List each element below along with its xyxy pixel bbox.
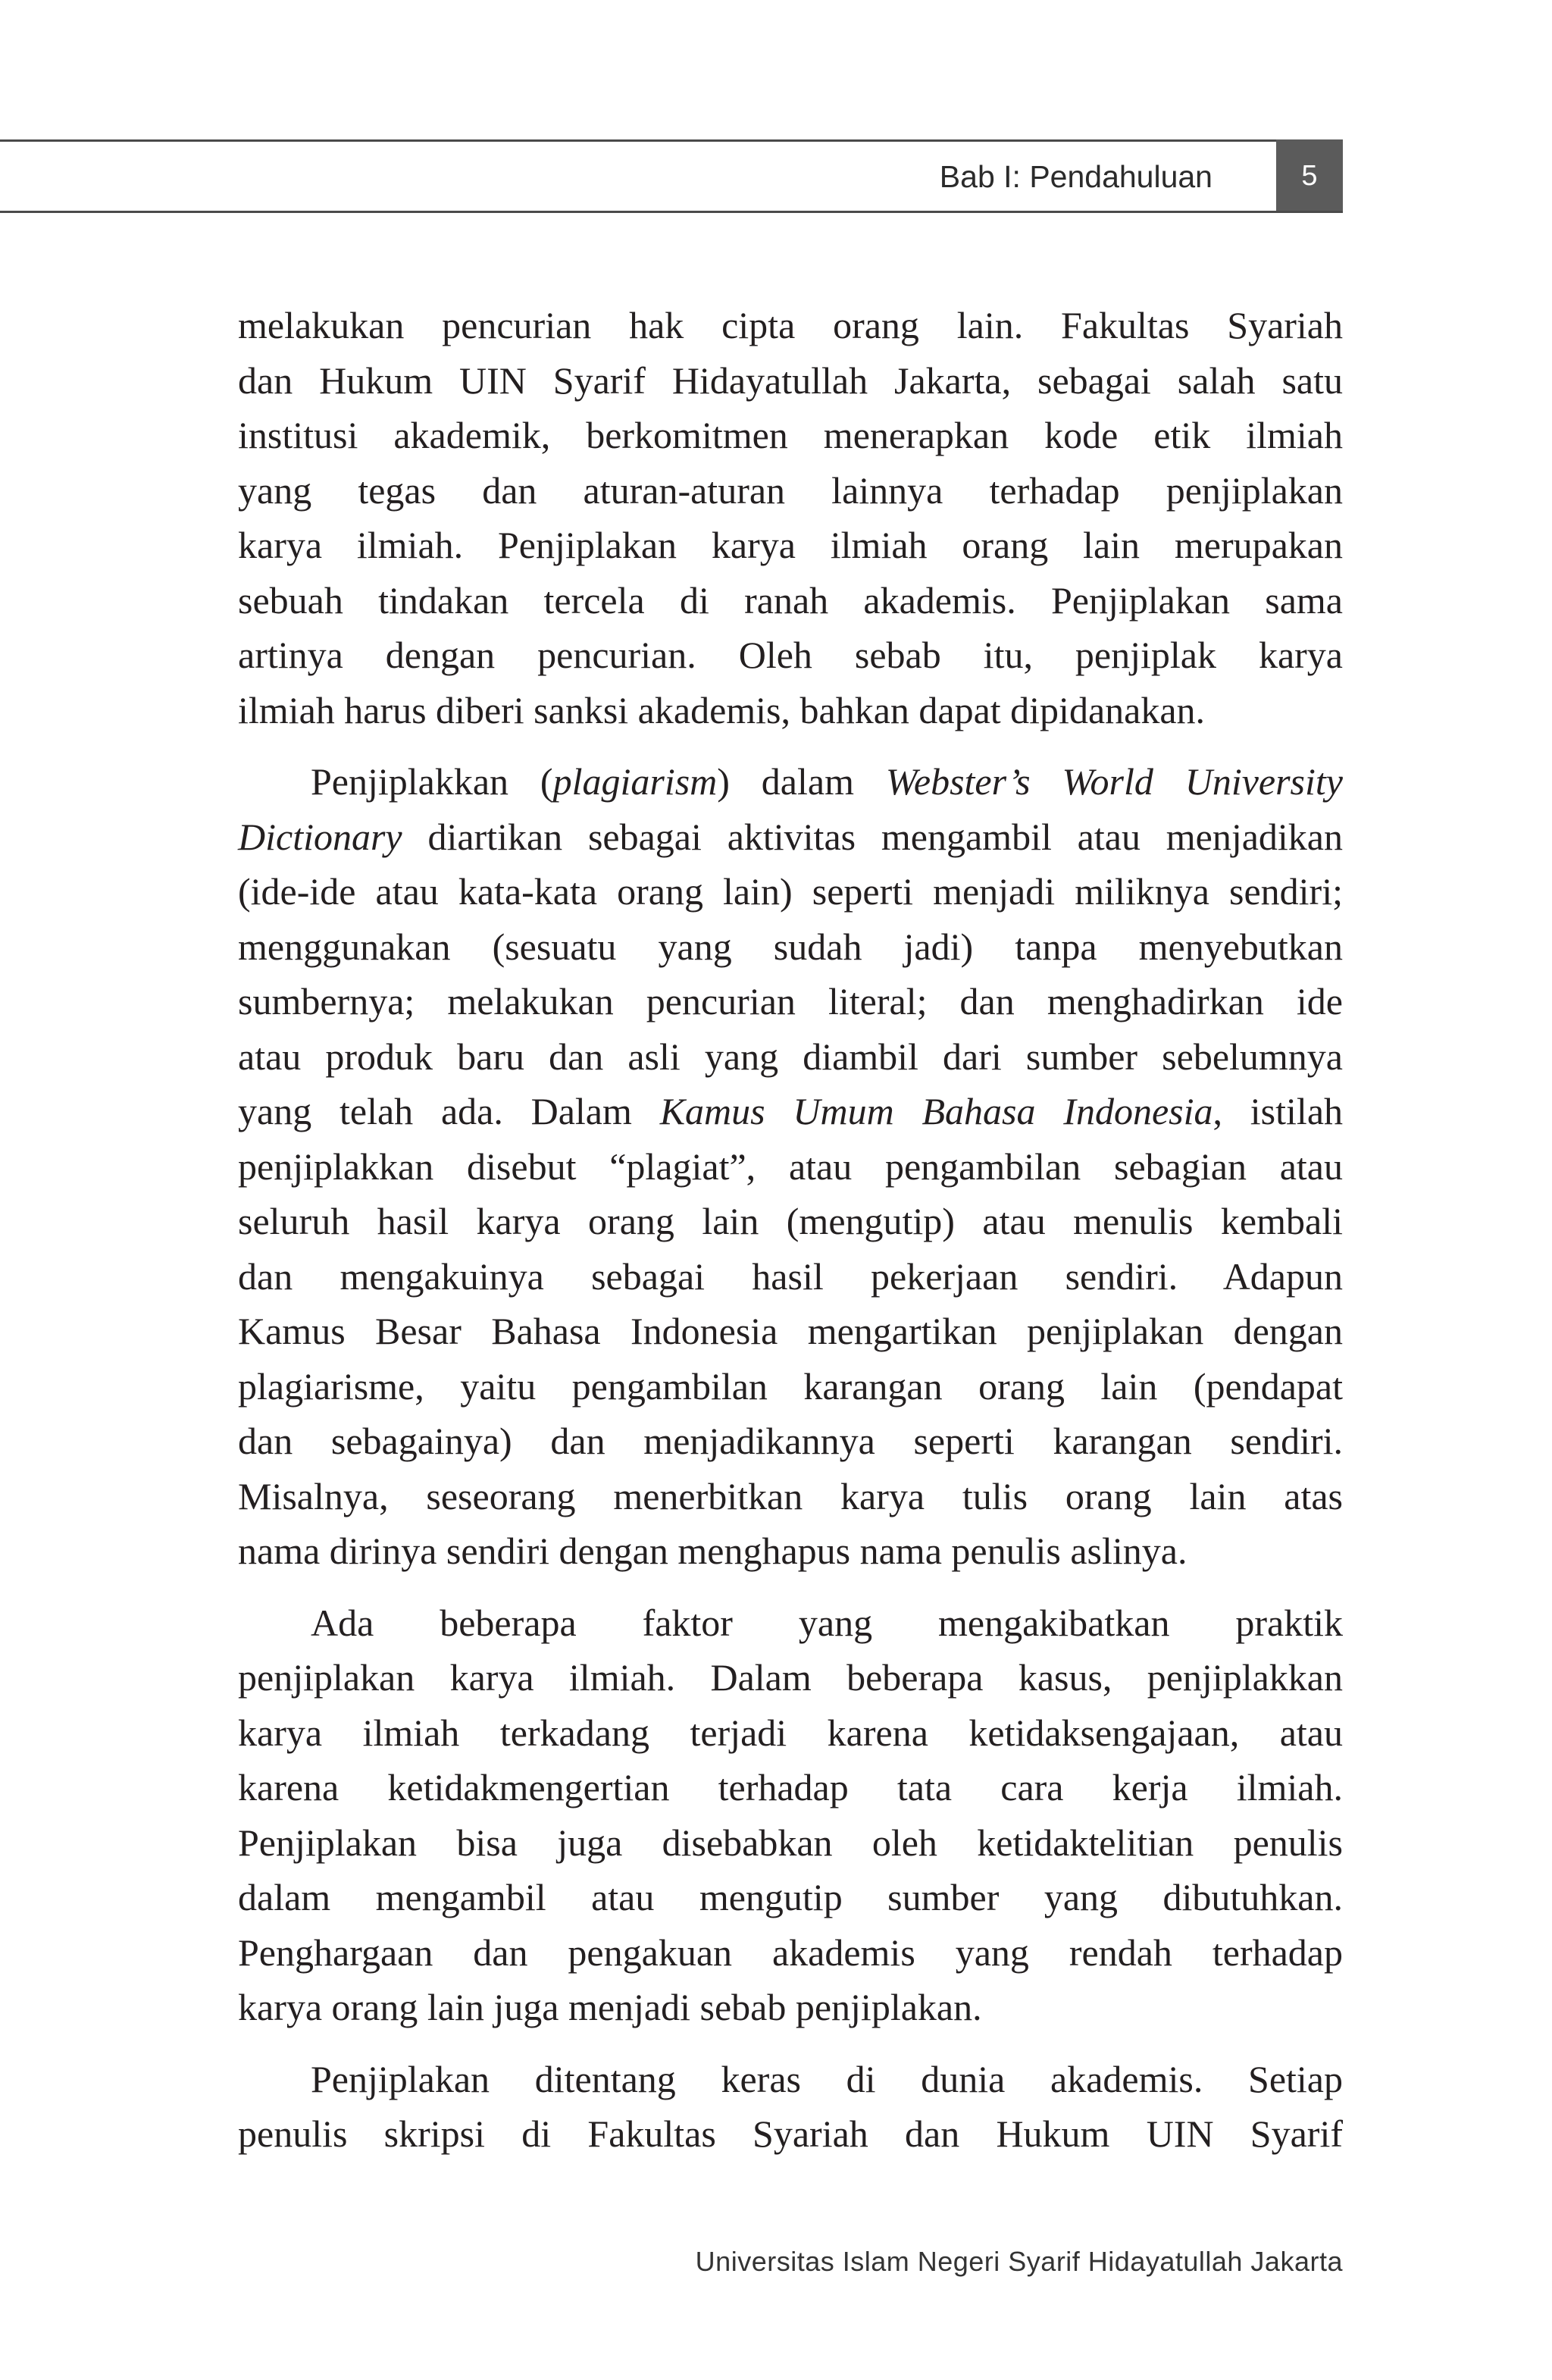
text-line: ilmiah harus diberi sanksi akademis, bahkan dapat dipidanakan. bbox=[238, 688, 1206, 731]
text-run: ) dalam bbox=[717, 760, 886, 803]
text-line: penjiplakan karya ilmiah. Dalam beberapa kasus, penjiplakkan bbox=[238, 1656, 1343, 1699]
footer-institution: Universitas Islam Negeri Syarif Hidayatullah Jakarta bbox=[695, 2246, 1343, 2277]
page-number: 5 bbox=[1276, 139, 1343, 213]
italic-title: Webster’s World University bbox=[885, 760, 1343, 803]
text-line: Ada beberapa faktor yang mengakibatkan praktik bbox=[311, 1601, 1343, 1644]
text-line bbox=[238, 810, 1343, 865]
text-line bbox=[238, 1084, 1343, 1139]
text-line: penulis skripsi di Fakultas Syariah dan Hukum UIN Syarif bbox=[238, 2112, 1343, 2155]
paragraph-4 bbox=[238, 2052, 1343, 2162]
body-text bbox=[238, 298, 1343, 2178]
text-line: penjiplakkan disebut “plagiat”, atau pengambilan sebagian atau bbox=[238, 1145, 1343, 1188]
text-line: karya ilmiah terkadang terjadi karena ketidaksengajaan, atau bbox=[238, 1711, 1343, 1754]
text-line: dan mengakuinya sebagai hasil pekerjaan sendiri. Adapun bbox=[238, 1254, 1343, 1298]
text-run: yang telah ada. Dalam bbox=[238, 1090, 660, 1132]
header-rule-top bbox=[0, 139, 1343, 142]
text-line: dalam mengambil atau mengutip sumber yang dibutuhkan. bbox=[238, 1876, 1343, 1918]
text-line: karena ketidakmengertian terhadap tata cara kerja ilmiah. bbox=[238, 1766, 1343, 1808]
text-line: (ide-ide atau kata-kata orang lain) seperti menjadi miliknya sendiri; bbox=[238, 870, 1343, 913]
italic-title: Dictionary bbox=[238, 815, 402, 858]
text-line: menggunakan (sesuatu yang sudah jadi) tanpa menyebutkan bbox=[238, 925, 1343, 968]
text-line bbox=[238, 754, 1343, 810]
text-line: Misalnya, seseorang menerbitkan karya tulis orang lain atas bbox=[238, 1474, 1343, 1517]
text-run: Penjiplakkan ( bbox=[311, 760, 553, 803]
text-line: artinya dengan pencurian. Oleh sebab itu, penjiplak karya bbox=[238, 634, 1343, 676]
paragraph-3 bbox=[238, 1596, 1343, 2035]
text-line: dan Hukum UIN Syarif Hidayatullah Jakarta, sebagai salah satu bbox=[238, 359, 1343, 402]
running-head: Bab I: Pendahuluan bbox=[939, 159, 1212, 194]
text-line: Kamus Besar Bahasa Indonesia mengartikan penjiplakan dengan bbox=[238, 1310, 1343, 1352]
text-line: seluruh hasil karya orang lain (mengutip) atau menulis kembali bbox=[238, 1200, 1343, 1242]
text-line: Penjiplakan bisa juga disebabkan oleh ketidaktelitian penulis bbox=[238, 1821, 1343, 1864]
text-line: institusi akademik, berkomitmen menerapkan kode etik ilmiah bbox=[238, 414, 1343, 456]
text-line: atau produk baru dan asli yang diambil dari sumber sebelumnya bbox=[238, 1035, 1343, 1078]
text-line: Penghargaan dan pengakuan akademis yang rendah terhadap bbox=[238, 1931, 1343, 1974]
text-line: karya orang lain juga menjadi sebab penjiplakan. bbox=[238, 1986, 982, 2028]
text-line: melakukan pencurian hak cipta orang lain. Fakultas Syariah bbox=[238, 304, 1343, 346]
text-run: diartikan sebagai aktivitas mengambil atau menjadikan bbox=[402, 815, 1343, 858]
italic-title: Kamus Umum Bahasa Indonesia bbox=[659, 1090, 1213, 1132]
text-line: karya ilmiah. Penjiplakan karya ilmiah orang lain merupakan bbox=[238, 524, 1343, 566]
text-line: nama dirinya sendiri dengan menghapus nama penulis aslinya. bbox=[238, 1530, 1187, 1572]
text-line: plagiarisme, yaitu pengambilan karangan orang lain (pendapat bbox=[238, 1364, 1343, 1408]
text-line: sebuah tindakan tercela di ranah akademis. Penjiplakan sama bbox=[238, 578, 1343, 622]
text-line: yang tegas dan aturan-aturan lainnya terhadap penjiplakan bbox=[238, 468, 1343, 512]
text-line: Penjiplakan ditentang keras di dunia akademis. Setiap bbox=[311, 2057, 1343, 2100]
paragraph-2 bbox=[238, 754, 1343, 1579]
header-rule-bottom bbox=[0, 211, 1343, 213]
text-line: dan sebagainya) dan menjadikannya seperti karangan sendiri. bbox=[238, 1420, 1343, 1462]
text-line: sumbernya; melakukan pencurian literal; dan menghadirkan ide bbox=[238, 980, 1343, 1022]
text-run: , istilah bbox=[1212, 1090, 1344, 1132]
paragraph-1 bbox=[238, 298, 1343, 737]
italic-term: plagiarism bbox=[552, 760, 718, 803]
